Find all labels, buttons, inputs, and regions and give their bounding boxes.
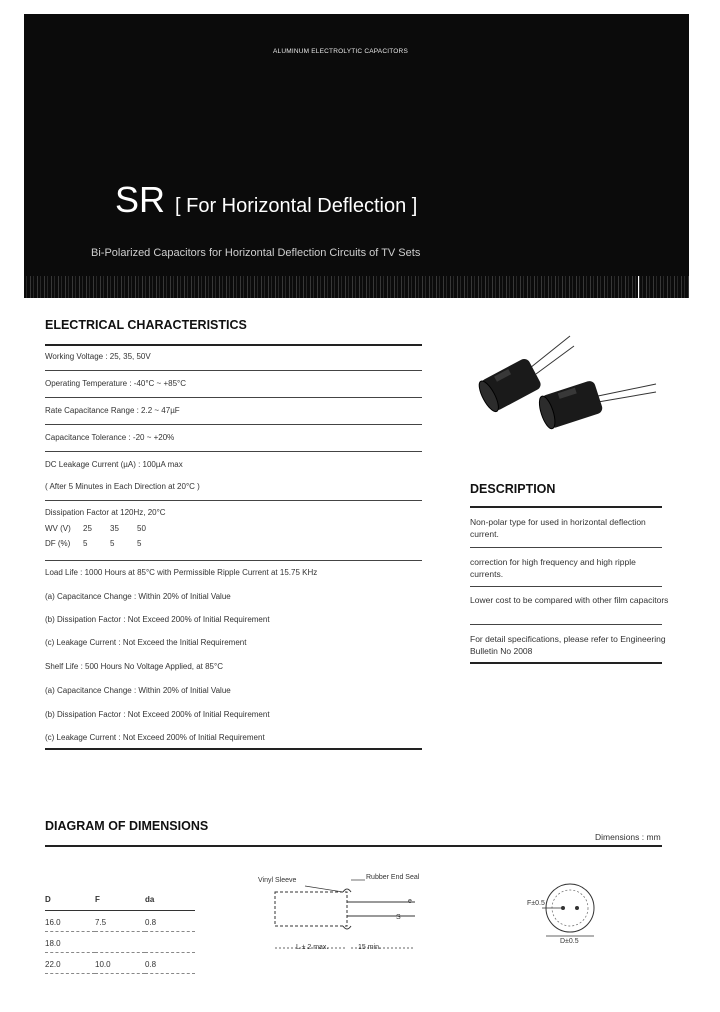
life-line: (a) Capacitance Change : Within 20% of Initial Value [45,686,231,695]
spec-line: Rate Capacitance Range : 2.2 ~ 47µF [45,406,180,415]
description-rule [470,506,662,508]
f-label: F±0.5 [527,900,545,907]
table-cell [95,932,145,953]
df-row [45,539,164,548]
divider [45,397,422,398]
wv-value: 25 [83,524,92,533]
title-bracket: [ For Horizontal Deflection ] [175,195,418,217]
spec-line: Capacitance Tolerance : -20 ~ +20% [45,433,175,442]
table-cell: 18.0 [45,932,95,953]
series-label: ALUMINUM ELECTROLYTIC CAPACITORS [273,48,408,55]
table-cell: 0.8 [145,911,195,932]
table-cell: 22.0 [45,953,95,974]
dimensions-rule [45,845,662,847]
description-heading: DESCRIPTION [470,482,556,496]
divider [45,451,422,452]
wv-row [45,524,164,533]
df-value: 5 [83,539,88,548]
spec-line: DC Leakage Current (µA) : 100µA max [45,460,183,469]
capacitor-lead [598,392,656,402]
divider [45,424,422,425]
capacitor-lead [536,346,574,374]
table-cell: 10.0 [95,953,145,974]
divider [470,624,662,625]
life-line: (b) Dissipation Factor : Not Exceed 200% of Initial Requirement [45,710,270,719]
s-label: S [396,914,401,921]
electrical-bottom-rule [45,748,422,750]
vinyl-sleeve-label: Vinyl Sleeve [258,877,297,884]
d-label: D±0.5 [560,938,579,945]
divider [470,547,662,548]
table-cell [145,932,195,953]
column-header: D [45,893,95,911]
wv-label: WV (V) [45,524,71,533]
wv-value: 50 [137,524,146,533]
spec-line: Working Voltage : 25, 35, 50V [45,352,151,361]
capacitor-body [536,380,604,431]
table-row [45,932,195,953]
description-item: For detail specifications, please refer to Engineering Bulletin No 2008 [470,634,666,656]
dimensions-unit: Dimensions : mm [595,832,661,842]
length-label: L ± 2 max. [296,944,329,951]
df-label: DF (%) [45,539,71,548]
series-code: SR [115,179,166,220]
table-row [45,911,195,932]
table-cell: 7.5 [95,911,145,932]
life-line: (c) Leakage Current : Not Exceed the Initial Requirement [45,638,247,647]
column-header: F [95,893,145,911]
rubber-seal-label: Rubber End Seal [366,874,420,881]
life-line: (b) Dissipation Factor : Not Exceed 200% of Initial Requirement [45,615,270,624]
description-item: Lower cost to be compared with other film capacitors [470,595,669,605]
table-row [45,953,195,974]
lead-length-label: 15 min. [358,944,381,951]
divider [45,560,422,561]
table-cell: 0.8 [145,953,195,974]
spec-line: Dissipation Factor at 120Hz, 20°C [45,508,166,517]
spec-line: Operating Temperature : -40°C ~ +85°C [45,379,186,388]
description-item: correction for high frequency and high ripple currents. [470,557,636,579]
life-line: (a) Capacitance Change : Within 20% of Initial Value [45,592,231,601]
spec-line: ( After 5 Minutes in Each Direction at 20°C ) [45,482,200,491]
table-cell: 16.0 [45,911,95,932]
df-value: 5 [110,539,115,548]
life-line: (c) Leakage Current : Not Exceed 200% of Initial Requirement [45,733,265,742]
electrical-heading: ELECTRICAL CHARACTERISTICS [45,318,247,332]
dimensions-table [45,893,195,974]
divider [45,370,422,371]
wv-value: 35 [110,524,119,533]
header-banner [24,14,689,298]
df-value: 5 [137,539,142,548]
product-subtitle: Bi-Polarized Capacitors for Horizontal Deflection Circuits of TV Sets [91,247,421,259]
divider [45,500,422,501]
description-item: Non-polar type for used in horizontal deflection current. [470,517,646,539]
product-title [115,179,417,221]
e-label: e [408,898,412,905]
life-line: Shelf Life : 500 Hours No Voltage Applied, at 85°C [45,662,223,671]
description-bottom-rule [470,662,662,664]
capacitor-lead [598,384,656,396]
column-header: da [145,893,195,911]
capacitor-photo [470,330,660,440]
life-line: Load Life : 1000 Hours at 85°C with Permissible Ripple Current at 15.75 KHz [45,568,318,577]
table-header [45,893,195,911]
banner-divider [638,276,639,298]
dimensions-heading: DIAGRAM OF DIMENSIONS [45,819,209,833]
divider [470,586,662,587]
electrical-rule [45,344,422,346]
banner-texture [24,276,689,298]
